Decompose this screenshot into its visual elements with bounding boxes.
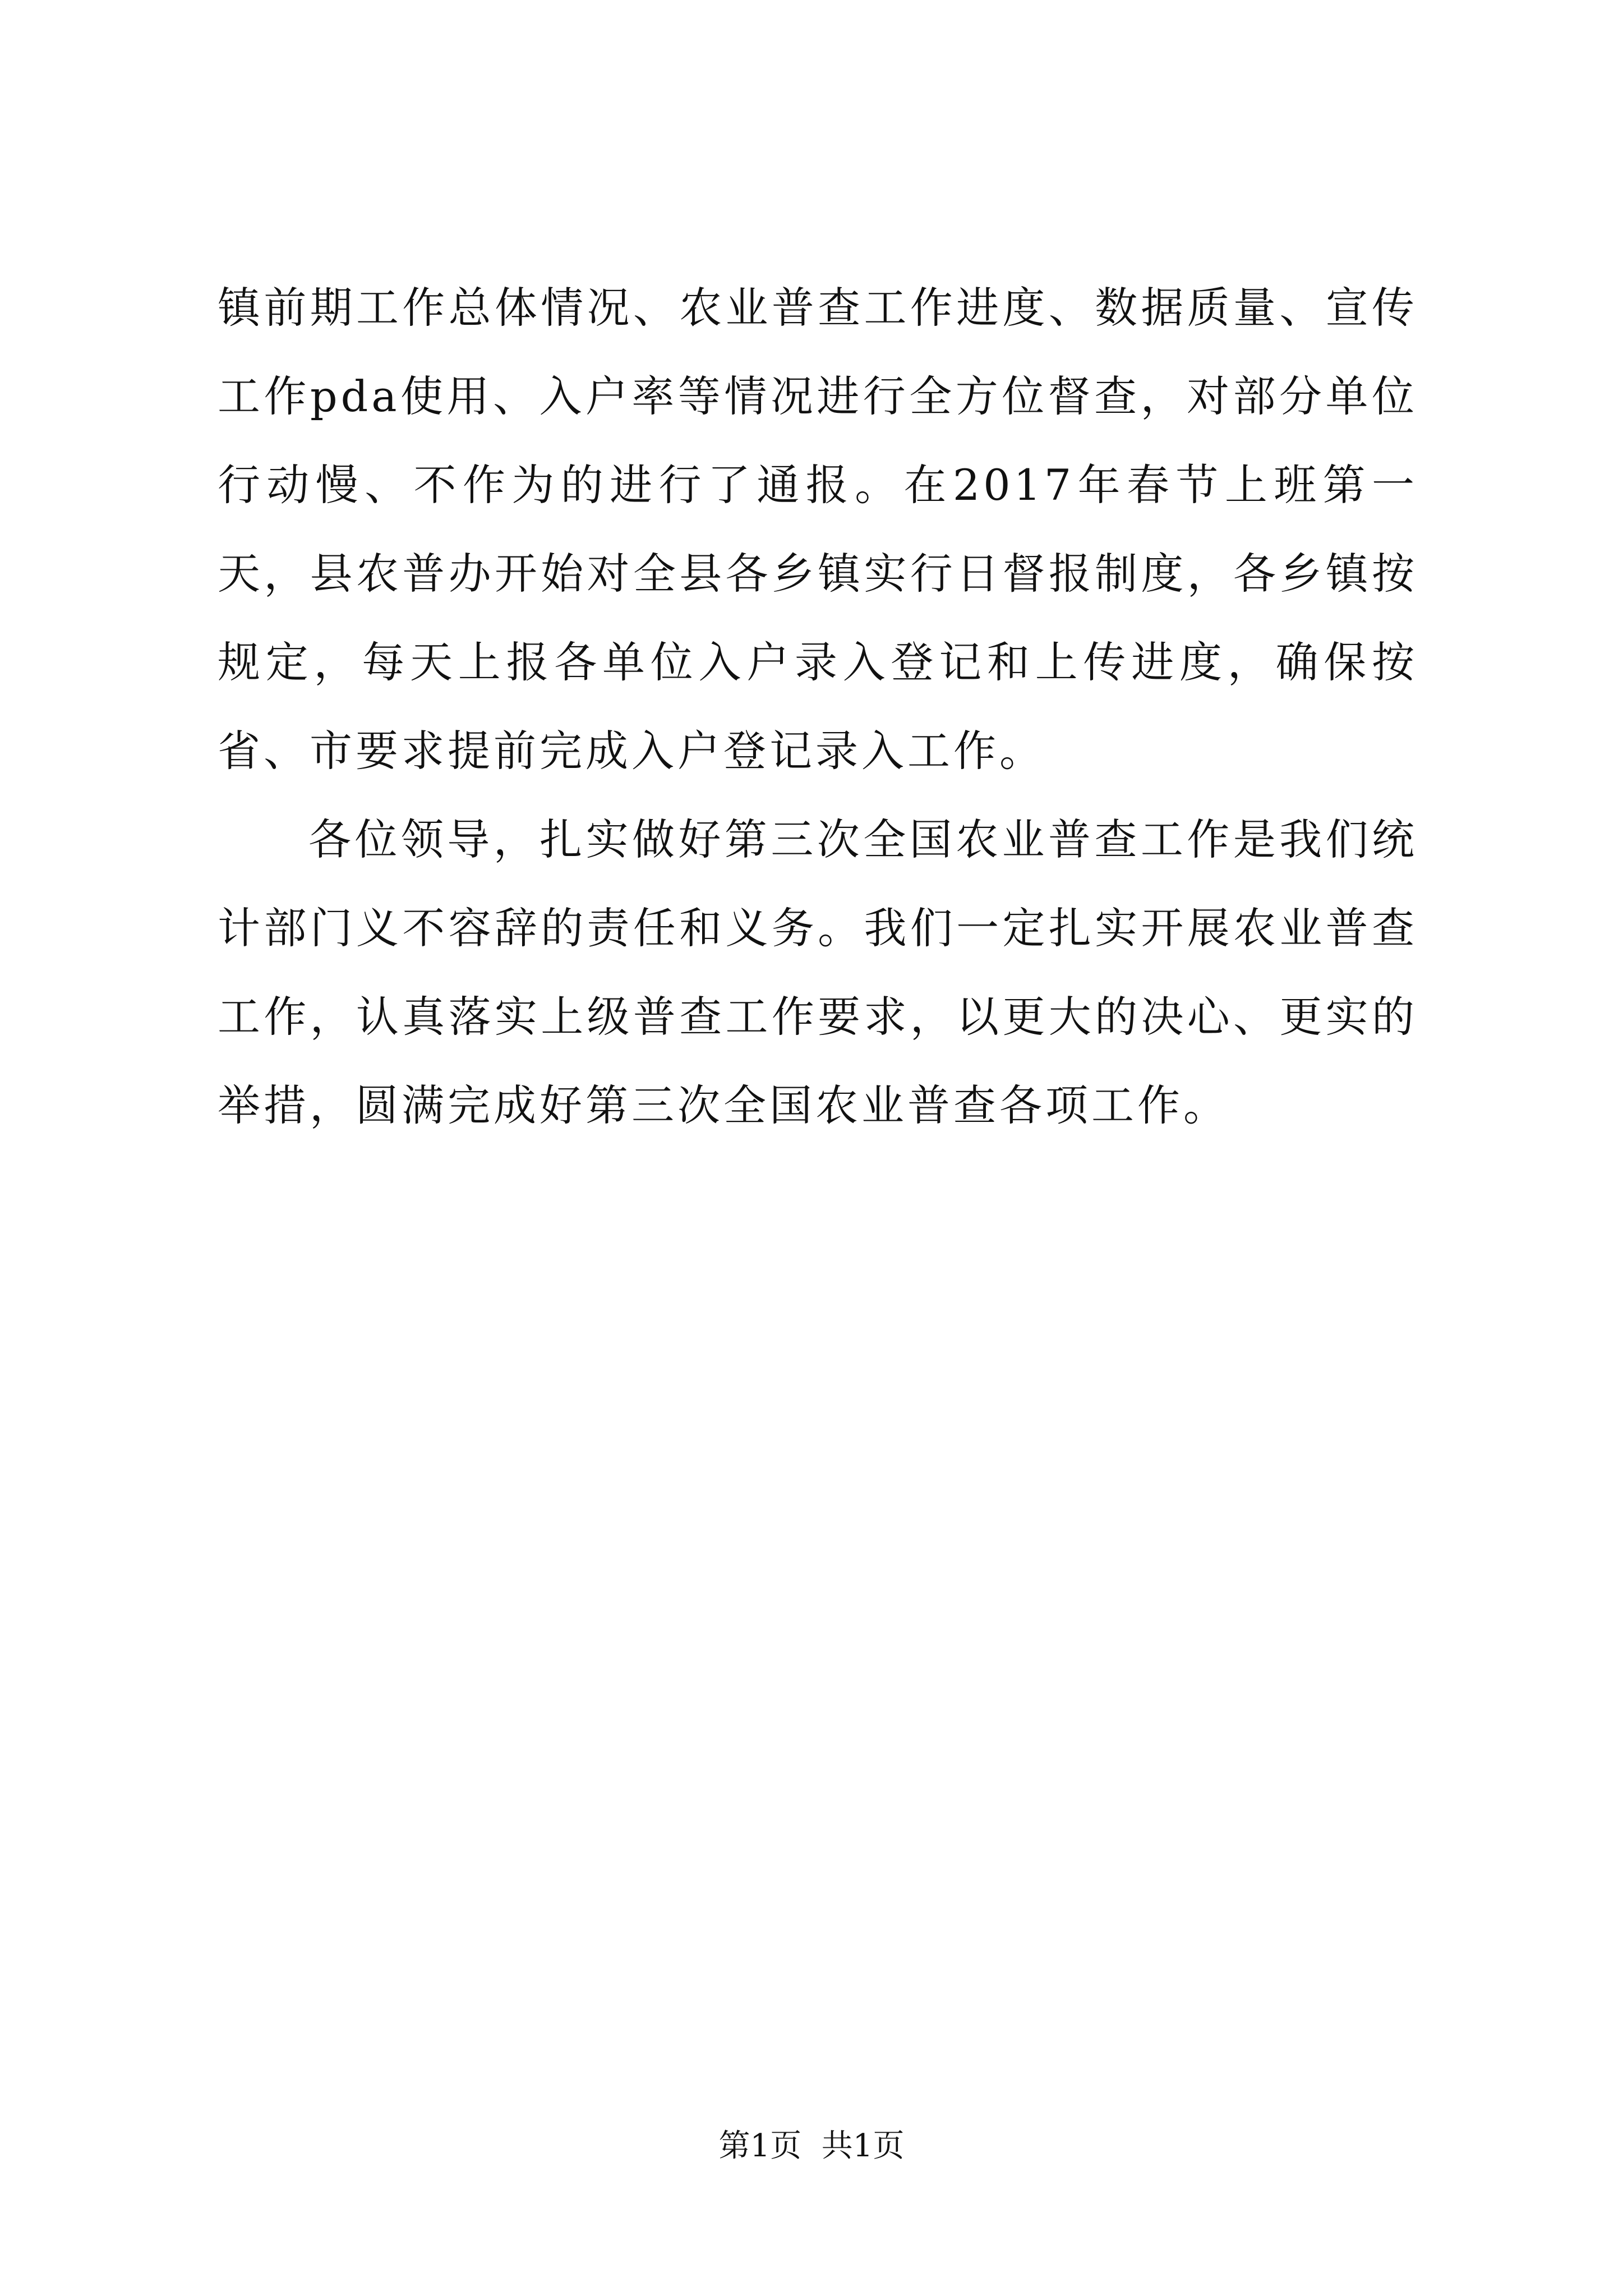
paragraph-2: 各位领导，扎实做好第三次全国农业普查工作是我们统计部门义不容辞的责任和义务。我们一定扎实开展农业普查工作，认真落实上级普查工作要求，以更大的决心、更实的举措，圆满完成好第三次全国农业普查各项工作。: [218, 815, 1418, 1130]
footer-current-page: 1: [750, 2128, 771, 2164]
footer-suffix: 页: [873, 2128, 905, 2164]
document-body: [218, 264, 1418, 1150]
footer-middle: 页 共: [770, 2128, 853, 2164]
footer-prefix: 第: [718, 2128, 750, 2164]
footer-total-pages: 1: [852, 2128, 873, 2164]
paragraph-1: 镇前期工作总体情况、农业普查工作进度、数据质量、宣传工作pda使用、入户率等情况进行全方位督查，对部分单位行动慢、不作为的进行了通报。在2017年春节上班第一天，县农普办开始对全县各乡镇实行日督报制度，各乡镇按规定，每天上报各单位入户录入登记和上传进度，确保按省、市要求提前完成入户登记录入工作。: [218, 283, 1418, 776]
page-footer: [0, 2124, 1623, 2169]
